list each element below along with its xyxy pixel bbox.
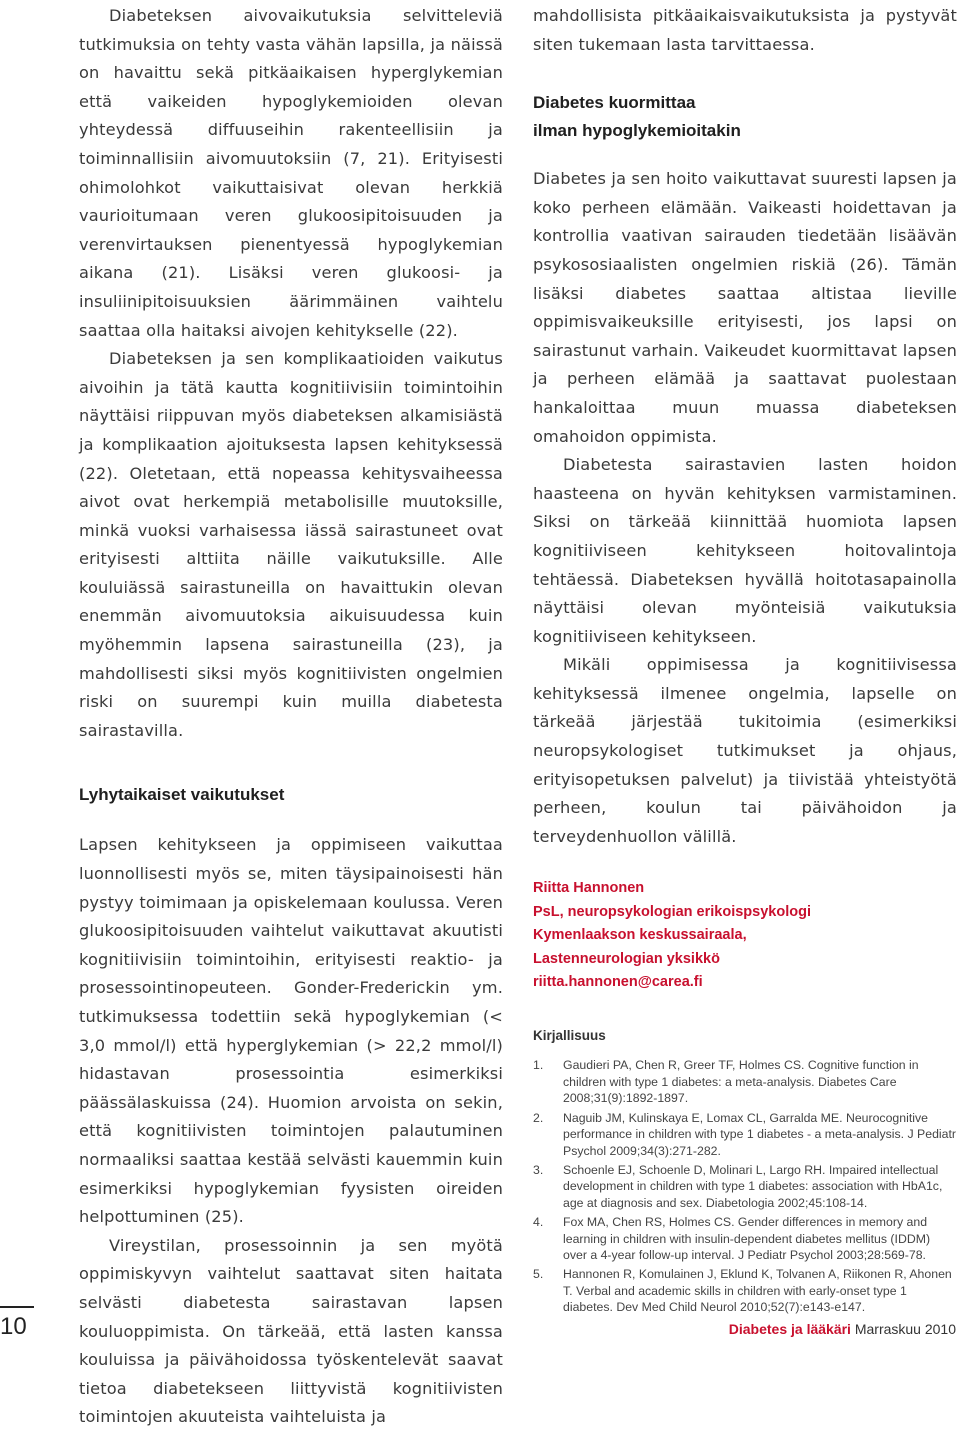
reference-text: Fox MA, Chen RS, Holmes CS. Gender differences in memory and learning in children with insulin-dependent diabetes mellitus (IDDM) over a 4-year follow-up interval. J Pediatr Psychol 2003;28:569-78. [563, 1215, 931, 1262]
footer-divider [0, 1306, 34, 1308]
author-email[interactable]: riitta.hannonen@carea.fi [533, 974, 703, 991]
author-unit: Lastenneurologian yksikkö [533, 950, 720, 967]
footer-masthead [729, 1321, 956, 1337]
reference-text: Gaudieri PA, Chen R, Greer TF, Holmes CS. Cognitive function in children with type 1 diabetes: a meta-analysis. Diabetes Care 2008;31(9):1892-1897. [563, 1058, 919, 1106]
reference-item [533, 1110, 957, 1159]
section-heading-line: ilman hypoglykemioitakin [533, 121, 741, 141]
paragraph: mahdollisista pitkäaikaisvaikutuksista ja pystyvät siten tukemaan lasta tarvittaessa. [533, 6, 957, 54]
paragraph: Mikäli oppimisessa ja kognitiivisessa kehityksessä ilmenee ongelmia, lapselle on tärkeää järjestää tukitoimia (esimerkiksi neuropsykologiset tutkimukset ja ohjaus, erityisopetuksen palvelut) ja tiivistää yhteistyötä perheen, koulun tai päivähoidon ja terveydenhuollon välillä. [533, 655, 957, 846]
paragraph: Vireystilan, prosessoinnin ja sen myötä oppimiskyvyn vaihtelut saattavat siten haitata selvästi diabetesta sairastavan lapsen kouluoppimista. On tärkeää, että lasten kanssa kouluissa ja päivähoidossa työskentelevät saavat tietoa diabetekseen liittyvistä kognitiivisten toimintojen akuuteista vaihteluista ja [79, 1235, 503, 1427]
author-organization: Kymenlaakson keskussairaala, [533, 927, 747, 944]
references-list [533, 1057, 957, 1315]
reference-text: Hannonen R, Komulainen J, Eklund K, Tolvanen A, Riikonen R, Ahonen T. Verbal and academic skills in children with early-onset type 1 diabetes. Dev Med Child Neurol 2010;52(7):e143-e147. [563, 1267, 952, 1315]
reference-item [533, 1214, 957, 1263]
reference-number: 5. [533, 1267, 544, 1282]
reference-text: Naguib JM, Kulinskaya E, Lomax CL, Garralda ME. Neurocognitive performance in children with type 1 diabetes - a meta-analysis. J Pediatr Psychol 2009;34(3):271-282. [563, 1110, 957, 1158]
left-column [79, 0, 503, 1432]
author-name: Riitta Hannonen [533, 880, 645, 897]
reference-item [533, 1266, 957, 1315]
magazine-name-part2: ja lääkäri [791, 1321, 851, 1337]
paragraph: Diabetesta sairastavien lasten hoidon haasteena on hyvän kehityksen varmistaminen. Siksi on tärkeää kiinnittää huomiota lapsen kognitiiviseen kehitykseen hoitovalintoja tehtäessä. Diabeteksen hyvällä hoitotasapainolla näyttäisi olevan myönteisiä vaikutuksia kognitiiviseen kehitykseen. [533, 455, 957, 646]
reference-number: 3. [533, 1162, 544, 1177]
author-block [533, 877, 957, 994]
reference-item [533, 1057, 957, 1106]
reference-item [533, 1162, 957, 1211]
paragraph: Diabeteksen ja sen komplikaatioiden vaikutus aivoihin ja tätä kautta kognitiivisiin toimintoihin näyttäisi riippuvan myös diabeteksen alkamisiästä ja komplikaation ajoituksesta lapsen kehityksessä (22). Oletetaan, että nopeassa kehitysvaiheessa aivot ovat herkempiä metabolisille muutoksille, minkä vuoksi varhaisessa iässä sairastuneet ovat erityisesti alttiita näille vaikutuksille. Alle kouluiässä sairastuneilla on havaittukin olevan enemmän aivomuutoksia aikuisuudessa kuin myöhemmin lapsena sairastuneilla (23), ja mahdollisesti siksi myös kognitiivisten ongelmien riski on suurempi kuin muilla diabetesta sairastavilla. [79, 349, 503, 740]
reference-number: 1. [533, 1058, 544, 1073]
right-column [533, 0, 957, 1319]
paragraph: Diabeteksen aivovaikutuksia selvitteleviä tutkimuksia on tehty vasta vähän lapsilla, ja näissä on havaittu sekä pitkäaikaisen hyperglykemian että vaikeiden hypoglykemioiden olevan yhteydessä diffuuseihin rakenteellisiin ja toiminnallisiin aivomuutoksiin (7, 21). Erityisesti ohimolohkot vaikuttaisivat olevan herkkiä vaurioitumaan veren glukoosipitoisuuden ja verenvirtauksen pienentyessä hypoglykemian aikana (21). Lisäksi veren glukoosi- ja insuliinipitoisuuksien äärimmäinen vaihtelu saattaa olla haitaksi aivojen kehitykselle (22). [79, 6, 503, 340]
paragraph: Lapsen kehitykseen ja oppimiseen vaikuttaa luonnollisesti myös se, miten täysipainoisesti hän pystyy toimimaan ja opiskelemaan koulussa. Veren glukoosipitoisuuden vaihtelut vaikuttavat akuutisti kognitiivisiin toimintoihin, erityisesti reaktio- ja prosessointinopeuteen. Gonder-Frederickin ym. tutkimuksessa todettiin sekä hypoglykemian (< 3,0 mmol/l) että hyperglykemian (> 22,2 mmol/l) hidastavan prosessointia esimerkiksi päässälaskuissa (24). Huomion arvoista on sekin, että kognitiivisten toimintojen palautuminen normaaliksi saattaa kestää selvästi kauemmin kuin esimerkiksi hypoglykemian fyysisten oireiden helpottuminen (25). [79, 835, 503, 1227]
reference-text: Schoenle EJ, Schoenle D, Molinari L, Largo RH. Impaired intellectual development in children with type 1 diabetes: association with HbA1c, age at diagnosis and sex. Diabetologia 2002;45:108-14. [563, 1162, 943, 1210]
page-number: 10 [0, 1313, 27, 1340]
reference-number: 4. [533, 1215, 544, 1230]
reference-number: 2. [533, 1110, 544, 1125]
magazine-name-part1: Diabetes [728, 1321, 788, 1337]
issue-date: Marraskuu 2010 [854, 1321, 956, 1337]
section-heading: Lyhytaikaiset vaikutukset [79, 785, 285, 805]
references-heading: Kirjallisuus [533, 1028, 606, 1044]
paragraph: Diabetes ja sen hoito vaikuttavat suuresti lapsen ja koko perheen elämään. Vaikeasti hoidettavan ja kontrollia vaativan sairauden tiedetään lisäävän psykososiaalisten ongelmien riskiä (26). Tämän lisäksi diabetes saattaa altistaa lieville oppimisvaikeuksille erityisesti, jos lapsi on sairastunut varhain. Vaikeudet kuormittavat lapsen ja perheen elämää ja saattavat puolestaan hankaloittaa muun muassa diabeteksen omahoidon oppimista. [533, 169, 957, 446]
section-heading-line: Diabetes kuormittaa [533, 93, 696, 113]
author-title: PsL, neuropsykologian erikoispsykologi [533, 903, 811, 920]
